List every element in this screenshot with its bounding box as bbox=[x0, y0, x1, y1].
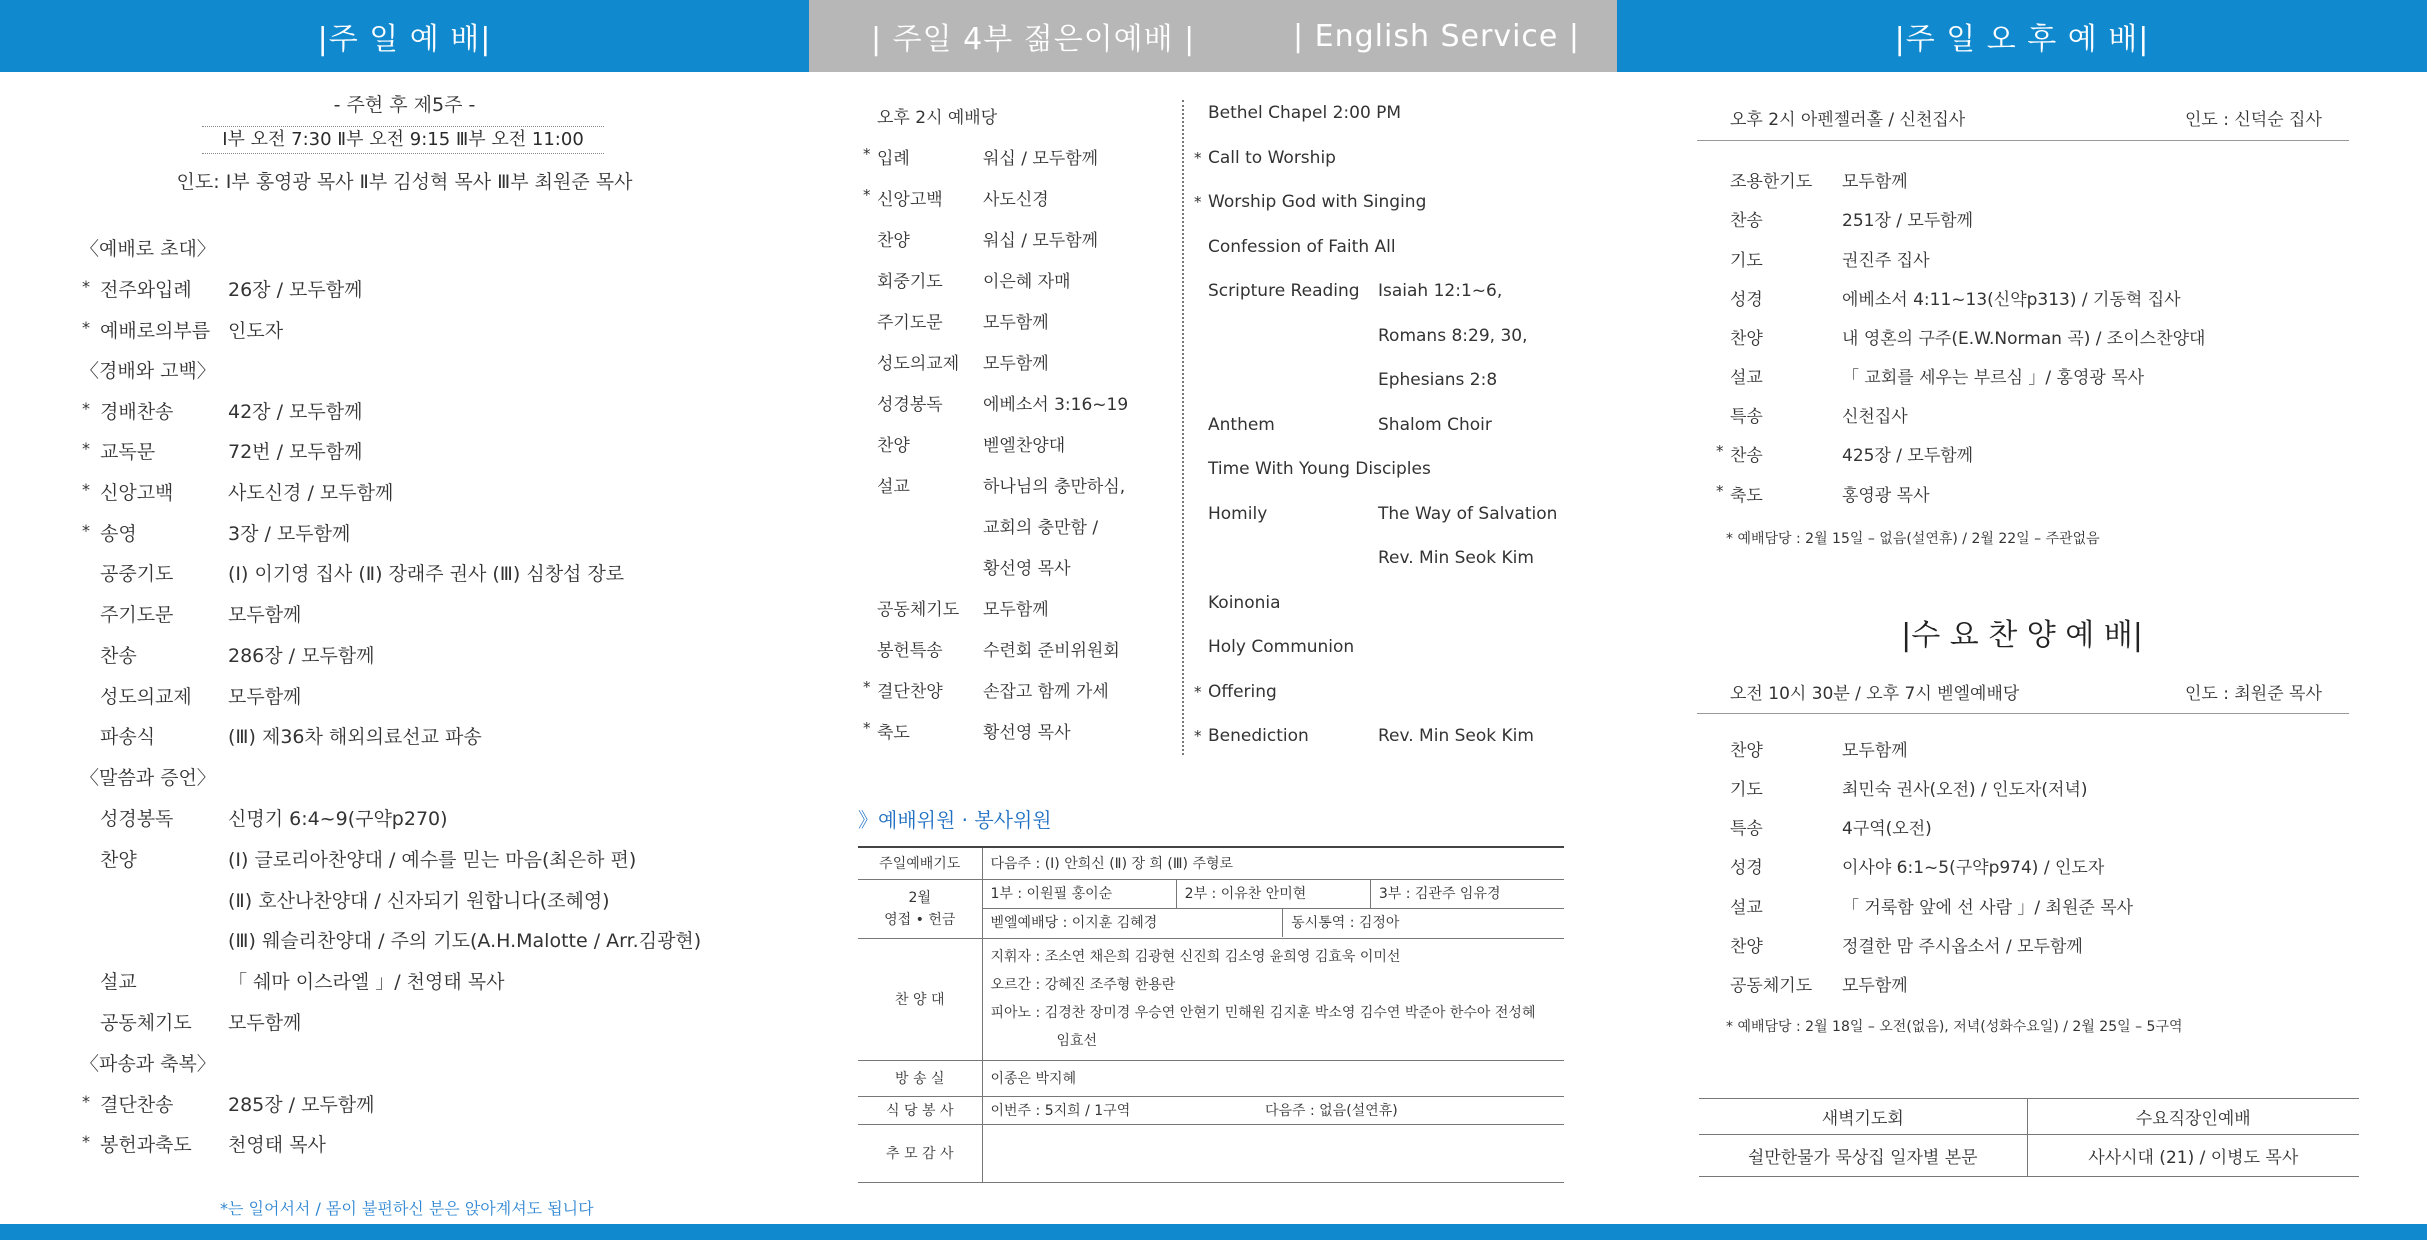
servants-memorial-value bbox=[982, 1124, 1564, 1182]
youth-item-value: 황선영 목사 bbox=[983, 559, 1071, 579]
youth-item-value: 모두함께 bbox=[983, 313, 1049, 333]
afternoon-item-value: 내 영혼의 구주(E.W.Norman 곡) / 조이스찬양대 bbox=[1842, 329, 2206, 349]
table-row bbox=[858, 1096, 1564, 1124]
wednesday-worker-head: 수요직장인예배 bbox=[2027, 1099, 2359, 1135]
standing-mark: * bbox=[863, 719, 871, 737]
youth-item-label: 결단찬양 bbox=[877, 682, 943, 702]
wednesday-item-label: 설교 bbox=[1730, 898, 1763, 918]
wednesday-item-label: 공동체기도 bbox=[1730, 976, 1813, 996]
english-item-label: Confession of Faith All bbox=[1208, 237, 1396, 257]
english-item-value: Isaiah 12:1~6, bbox=[1378, 281, 1503, 301]
servants-conductor: 지휘자 : 조소연 채은희 김광현 신진희 김소영 윤희영 김효욱 이미선 bbox=[990, 949, 1401, 965]
english-item-value: Romans 8:29, 30, bbox=[1378, 326, 1528, 346]
sunday-times: Ⅰ부 오전 7:30 Ⅱ부 오전 9:15 Ⅲ부 오전 11:00 bbox=[202, 126, 604, 154]
english-item-value: Ephesians 2:8 bbox=[1378, 370, 1498, 390]
english-item-label: Worship God with Singing bbox=[1208, 192, 1427, 212]
youth-item-value: 벧엘찬양대 bbox=[983, 436, 1066, 456]
dawn-prayer-head: 새벽기도회 bbox=[1699, 1099, 2027, 1135]
table-row bbox=[1699, 1099, 2359, 1135]
afternoon-item-value: 「 교회를 세우는 부르심 」/ 홍영광 목사 bbox=[1842, 368, 2145, 388]
sunday-item-value: 「 쉐마 이스라엘 」/ 천영태 목사 bbox=[228, 971, 505, 993]
afternoon-item-value: 251장 / 모두함께 bbox=[1842, 211, 1974, 231]
sunday-item-value: (Ⅲ) 웨슬리찬양대 / 주의 기도(A.H.Malotte / Arr.김광현) bbox=[228, 930, 702, 952]
table-row bbox=[858, 938, 1564, 1060]
afternoon-item-label: 성경 bbox=[1730, 290, 1763, 310]
sunday-service-column bbox=[0, 0, 809, 1224]
sunday-item-label: 성경봉독 bbox=[100, 808, 174, 830]
standing-mark: * bbox=[1194, 193, 1202, 211]
sunday-item-label: 결단찬송 bbox=[100, 1094, 174, 1116]
servants-choir-head: 찬 양 대 bbox=[858, 938, 982, 1060]
wednesday-item-value: 이사야 6:1~5(구약p974) / 인도자 bbox=[1842, 858, 2105, 878]
english-item-label: Anthem bbox=[1208, 415, 1275, 435]
standing-mark: * bbox=[863, 145, 871, 163]
wednesday-place: 오전 10시 30분 / 오후 7시 벧엘예배당 bbox=[1730, 684, 2020, 704]
sunday-item-value: (Ⅰ) 이기영 집사 (Ⅱ) 장래주 권사 (Ⅲ) 심창섭 장로 bbox=[228, 563, 625, 585]
wednesday-item-value: 「 거룩함 앞에 선 사람 」/ 최원준 목사 bbox=[1842, 898, 2134, 918]
bottom-bar bbox=[0, 1224, 2427, 1240]
sunday-item-value: 모두함께 bbox=[228, 604, 302, 626]
table-row bbox=[858, 1060, 1564, 1096]
wednesday-note: * 예배담당 : 2월 18일 – 오전(없음), 저녁(성화수요일) / 2월 25일 – 5구역 bbox=[1726, 1019, 2183, 1035]
youth-item-value: 이은혜 자매 bbox=[983, 272, 1071, 292]
afternoon-service-header: |주 일 오 후 예 배| bbox=[1617, 0, 2427, 72]
sunday-item-label: 전주와입례 bbox=[100, 279, 192, 301]
sunday-item-label: 송영 bbox=[100, 523, 137, 545]
wednesday-item-label: 찬양 bbox=[1730, 741, 1763, 761]
servants-interpret: 동시통역 : 김정아 bbox=[1291, 915, 1400, 931]
section-sending-blessing: 〈파송과 축복〉 bbox=[80, 1053, 216, 1075]
youth-item-label: 성경봉독 bbox=[877, 395, 943, 415]
youth-place: 오후 2시 예배당 bbox=[877, 108, 998, 128]
table-row bbox=[858, 847, 1564, 879]
english-item-label: Offering bbox=[1208, 682, 1277, 702]
standing-mark: * bbox=[82, 521, 90, 540]
english-item-label: Holy Communion bbox=[1208, 637, 1355, 657]
wednesday-item-label: 성경 bbox=[1730, 858, 1763, 878]
afternoon-item-value: 425장 / 모두함께 bbox=[1842, 446, 1974, 466]
youth-item-label: 찬양 bbox=[877, 436, 910, 456]
youth-item-value: 황선영 목사 bbox=[983, 723, 1071, 743]
table-row bbox=[858, 1124, 1564, 1182]
youth-item-value: 교회의 충만함 / bbox=[983, 518, 1099, 538]
english-place: Bethel Chapel 2:00 PM bbox=[1208, 103, 1402, 123]
youth-item-label: 성도의교제 bbox=[877, 354, 960, 374]
english-item-value: The Way of Salvation bbox=[1378, 504, 1558, 524]
afternoon-item-label: 설교 bbox=[1730, 368, 1763, 388]
youth-item-value: 에베소서 3:16~19 bbox=[983, 395, 1129, 415]
youth-item-value: 수련회 준비위원회 bbox=[983, 641, 1120, 661]
wednesday-item-label: 찬양 bbox=[1730, 937, 1763, 957]
standing-mark: * bbox=[82, 318, 90, 337]
wednesday-item-value: 모두함께 bbox=[1842, 741, 1908, 761]
youth-item-value: 워십 / 모두함께 bbox=[983, 149, 1099, 169]
servants-organ: 오르간 : 강혜진 조주형 한용란 bbox=[990, 977, 1176, 993]
dawn-prayer-value: 쉴만한물가 묵상집 일자별 본문 bbox=[1699, 1135, 2027, 1177]
standing-mark: * bbox=[863, 186, 871, 204]
standing-mark: * bbox=[863, 678, 871, 696]
english-item-label: Scripture Reading bbox=[1208, 281, 1360, 301]
table-row bbox=[858, 879, 1564, 908]
servants-title: 》예배위원 · 봉사위원 bbox=[858, 808, 1052, 832]
servants-greeting-head: 2월 영접 • 헌금 bbox=[858, 879, 982, 938]
sunday-item-value: 72번 / 모두함께 bbox=[228, 441, 363, 463]
sunday-item-value: 285장 / 모두함께 bbox=[228, 1094, 375, 1116]
english-item-label: Call to Worship bbox=[1208, 148, 1336, 168]
sunday-item-label: 교독문 bbox=[100, 441, 156, 463]
wednesday-item-value: 정결한 맘 주시옵소서 / 모두함께 bbox=[1842, 937, 2083, 957]
standing-mark: * bbox=[1194, 683, 1202, 701]
servants-bethel: 벧엘예배당 : 이지훈 김혜경 bbox=[983, 909, 1284, 937]
english-item-value: Rev. Min Seok Kim bbox=[1378, 726, 1534, 746]
standing-mark: * bbox=[82, 1132, 90, 1151]
afternoon-item-label: 축도 bbox=[1730, 486, 1763, 506]
english-item-value: Rev. Min Seok Kim bbox=[1378, 548, 1534, 568]
afternoon-place: 오후 2시 아펜젤러홀 / 신천집사 bbox=[1730, 110, 1966, 130]
sunday-item-value: 천영태 목사 bbox=[228, 1134, 326, 1156]
column-divider bbox=[1182, 100, 1184, 755]
standing-mark: * bbox=[82, 480, 90, 499]
standing-mark: * bbox=[82, 277, 90, 296]
youth-item-value: 하나님의 충만하심, bbox=[983, 477, 1126, 497]
standing-mark: * bbox=[82, 399, 90, 418]
sunday-item-label: 성도의교제 bbox=[100, 686, 192, 708]
servants-cafeteria-next: 다음주 : 없음(설연휴) bbox=[1264, 1103, 1398, 1119]
servants-memorial-head: 추 모 감 사 bbox=[858, 1124, 982, 1182]
sunday-item-value: 모두함께 bbox=[228, 686, 302, 708]
youth-item-label: 봉헌특송 bbox=[877, 641, 943, 661]
servants-greeting-1: 1부 : 이원필 홍이순 bbox=[983, 880, 1177, 908]
afternoon-item-label: 특송 bbox=[1730, 407, 1763, 427]
english-item-value: Shalom Choir bbox=[1378, 415, 1492, 435]
youth-service-header: | 주일 4부 젊은이예배 | bbox=[871, 22, 1196, 57]
sunday-item-value: 42장 / 모두함께 bbox=[228, 401, 363, 423]
standing-mark: * bbox=[82, 1092, 90, 1111]
sunday-item-value: (Ⅰ) 글로리아찬양대 / 예수를 믿는 마음(최은하 편) bbox=[228, 849, 637, 871]
youth-item-label: 공동체기도 bbox=[877, 600, 960, 620]
sunday-item-value: 사도신경 / 모두함께 bbox=[228, 482, 394, 504]
youth-english-header bbox=[809, 0, 1617, 72]
sunday-item-label: 찬양 bbox=[100, 849, 137, 871]
afternoon-item-label: 찬송 bbox=[1730, 446, 1763, 466]
section-worship-confession: 〈경배와 고백〉 bbox=[80, 360, 216, 382]
servants-cafeteria-head: 식 당 봉 사 bbox=[858, 1096, 982, 1124]
sunday-item-label: 봉헌과축도 bbox=[100, 1134, 192, 1156]
sunday-item-value: 286장 / 모두함께 bbox=[228, 645, 375, 667]
afternoon-item-value: 에베소서 4:11~13(신약p313) / 기동혁 집사 bbox=[1842, 290, 2181, 310]
afternoon-note: * 예배담당 : 2월 15일 – 없음(설연휴) / 2월 22일 – 주관없음 bbox=[1726, 531, 2100, 547]
sunday-footnote: *는 일어서서 / 몸이 불편하신 분은 앉아계셔도 됩니다 bbox=[220, 1199, 594, 1218]
wednesday-title: |수 요 찬 양 예 배| bbox=[1901, 618, 2143, 653]
section-word-witness: 〈말씀과 증언〉 bbox=[80, 767, 216, 789]
english-service-header: | English Service | bbox=[1293, 18, 1581, 54]
sunday-item-label: 주기도문 bbox=[100, 604, 174, 626]
afternoon-item-value: 홍영광 목사 bbox=[1842, 486, 1930, 506]
section-invitation: 〈예배로 초대〉 bbox=[80, 238, 216, 260]
youth-item-label: 축도 bbox=[877, 723, 910, 743]
youth-item-label: 주기도문 bbox=[877, 313, 943, 333]
afternoon-item-value: 신천집사 bbox=[1842, 407, 1908, 427]
youth-item-label: 회중기도 bbox=[877, 272, 943, 292]
standing-mark: * bbox=[1716, 442, 1724, 460]
english-item-label: Benediction bbox=[1208, 726, 1309, 746]
standing-mark: * bbox=[1194, 149, 1202, 167]
servants-piano-cont: 임효선 bbox=[1056, 1033, 1098, 1049]
sunday-leaders: 인도: Ⅰ부 홍영광 목사 Ⅱ부 김성혁 목사 Ⅲ부 최원준 목사 bbox=[176, 171, 633, 193]
servants-greeting-3: 3부 : 김관주 임유경 bbox=[1378, 885, 1501, 902]
sunday-item-label: 설교 bbox=[100, 971, 137, 993]
youth-item-value: 사도신경 bbox=[983, 190, 1049, 210]
wednesday-item-label: 기도 bbox=[1730, 780, 1763, 800]
youth-item-value: 워십 / 모두함께 bbox=[983, 231, 1099, 251]
afternoon-item-label: 기도 bbox=[1730, 251, 1763, 271]
standing-mark: * bbox=[1716, 482, 1724, 500]
wednesday-leader: 인도 : 최원준 목사 bbox=[2185, 684, 2322, 704]
servants-table bbox=[858, 846, 1564, 1183]
youth-item-value: 손잡고 함께 가세 bbox=[983, 682, 1109, 702]
servants-prayer-value: 다음주 : (Ⅰ) 안희신 (Ⅱ) 장 희 (Ⅲ) 주형로 bbox=[982, 847, 1564, 879]
sunday-item-value: 26장 / 모두함께 bbox=[228, 279, 363, 301]
sunday-item-label: 경배찬송 bbox=[100, 401, 174, 423]
sunday-subtitle: - 주현 후 제5주 - bbox=[333, 94, 476, 116]
sunday-item-value: 모두함께 bbox=[228, 1012, 302, 1034]
sunday-item-label: 공중기도 bbox=[100, 563, 174, 585]
wednesday-item-label: 특송 bbox=[1730, 819, 1763, 839]
wednesday-rule bbox=[1697, 713, 2349, 714]
youth-item-label: 설교 bbox=[877, 477, 910, 497]
afternoon-leader: 인도 : 신덕순 집사 bbox=[2185, 110, 2322, 130]
standing-mark: * bbox=[1194, 727, 1202, 745]
wednesday-item-value: 최민숙 권사(오전) / 인도자(저녁) bbox=[1842, 780, 2088, 800]
sunday-item-label: 예배로의부름 bbox=[100, 320, 211, 342]
servants-cafeteria-this: 이번주 : 5지희 / 1구역 bbox=[990, 1103, 1131, 1119]
youth-item-value: 모두함께 bbox=[983, 354, 1049, 374]
sunday-service-header: |주 일 예 배| bbox=[0, 0, 809, 72]
servants-broadcast-value: 이종은 박지혜 bbox=[982, 1060, 1564, 1096]
sunday-item-label: 파송식 bbox=[100, 726, 156, 748]
sunday-item-value: 3장 / 모두함께 bbox=[228, 523, 351, 545]
sunday-item-label: 공동체기도 bbox=[100, 1012, 192, 1034]
youth-item-label: 신앙고백 bbox=[877, 190, 943, 210]
youth-item-label: 입례 bbox=[877, 149, 910, 169]
sunday-item-value: 신명기 6:4~9(구약p270) bbox=[228, 808, 448, 830]
sunday-item-label: 신앙고백 bbox=[100, 482, 174, 504]
table-row bbox=[1699, 1135, 2359, 1177]
afternoon-item-value: 모두함께 bbox=[1842, 172, 1908, 192]
servants-greeting-2: 2부 : 이유찬 안미현 bbox=[1177, 880, 1371, 908]
sunday-item-value: (Ⅲ) 제36차 해외의료선교 파송 bbox=[228, 726, 482, 748]
afternoon-item-label: 조용한기도 bbox=[1730, 172, 1813, 192]
sunday-item-value: (Ⅱ) 호산나찬양대 / 신자되기 원합니다(조혜영) bbox=[228, 890, 610, 912]
afternoon-item-label: 찬송 bbox=[1730, 211, 1763, 231]
youth-item-value: 모두함께 bbox=[983, 600, 1049, 620]
wednesday-item-value: 모두함께 bbox=[1842, 976, 1908, 996]
sunday-item-value: 인도자 bbox=[228, 320, 284, 342]
english-item-label: Koinonia bbox=[1208, 593, 1281, 613]
morning-prayer-table bbox=[1699, 1098, 2359, 1177]
youth-item-label: 찬양 bbox=[877, 231, 910, 251]
afternoon-item-label: 찬양 bbox=[1730, 329, 1763, 349]
standing-mark: * bbox=[82, 439, 90, 458]
english-item-label: Time With Young Disciples bbox=[1208, 459, 1431, 479]
afternoon-rule bbox=[1697, 140, 2349, 141]
afternoon-item-value: 권진주 집사 bbox=[1842, 251, 1930, 271]
wednesday-item-value: 4구역(오전) bbox=[1842, 819, 1932, 839]
wednesday-worker-value: 사사시대 (21) / 이병도 목사 bbox=[2027, 1135, 2359, 1177]
sunday-item-label: 찬송 bbox=[100, 645, 137, 667]
english-item-label: Homily bbox=[1208, 504, 1268, 524]
servants-piano: 피아노 : 김경찬 장미경 우승연 안현기 민해원 김지훈 박소영 김수연 박준아 한수아 전성혜 bbox=[990, 1005, 1536, 1021]
servants-broadcast-head: 방 송 실 bbox=[858, 1060, 982, 1096]
servants-prayer-head: 주일예배기도 bbox=[858, 847, 982, 879]
